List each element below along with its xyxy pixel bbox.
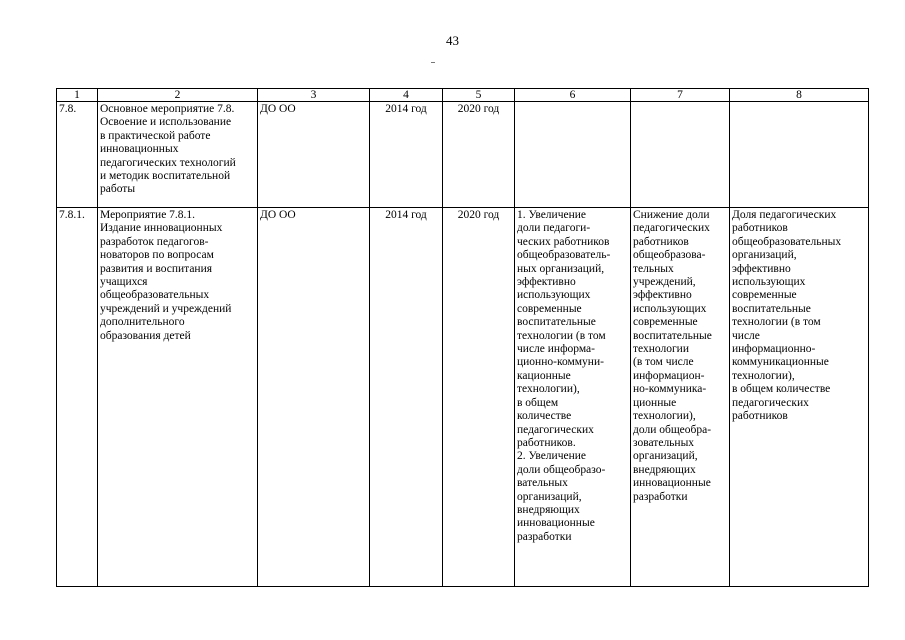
cell-text-line: работников. — [517, 436, 576, 449]
activity-name — [98, 208, 258, 587]
cell-text-line: числе информа- — [517, 343, 595, 356]
cell-text-line: 2. Увеличение — [517, 450, 587, 463]
cell-text-line: доли общеобра- — [633, 423, 712, 436]
cell-text-line: Издание инновационных — [100, 222, 223, 235]
cell-text-line: внедряющих — [517, 503, 580, 516]
cell-text-line: ческих работников — [517, 235, 610, 248]
cell-text-line: развития и воспитания — [100, 262, 213, 275]
cell-text-line: новаторов по вопросам — [100, 249, 214, 262]
column-header: 8 — [730, 89, 869, 102]
cell-text-line: инновационные — [517, 517, 595, 530]
cell-text-line: ционно-коммуни- — [517, 356, 604, 369]
cell-text-line: информационно- — [732, 343, 816, 356]
cell-text-line: педагогических — [633, 222, 710, 235]
cell-text-line: разработок педагогов- — [100, 235, 209, 248]
cell-text-line: воспитательные — [517, 316, 596, 329]
cell-text-line: учреждений, — [633, 276, 696, 289]
cell-text-line: вательных — [517, 477, 568, 490]
cell-text-line: педагогических — [732, 396, 809, 409]
cell-text-line: работников — [633, 235, 689, 248]
cell-text-line: технологии), — [517, 383, 580, 396]
end-year: 2020 год — [443, 102, 515, 208]
cell-text-line: эффективно — [633, 289, 692, 302]
row-number: 7.8. — [57, 102, 98, 208]
cell-text-line: использующих — [517, 289, 591, 302]
linked-indicator — [730, 208, 869, 587]
executor: ДО ОО — [258, 208, 370, 587]
cell-text-line: информацион- — [633, 369, 705, 382]
cell-text-line: ционные — [633, 396, 677, 409]
cell-text-line: организаций, — [633, 450, 698, 463]
cell-text-line: воспитательные — [633, 329, 712, 342]
end-year: 2020 год — [443, 208, 515, 587]
cell-text-line: тельных — [633, 262, 674, 275]
executor: ДО ОО — [258, 102, 370, 208]
cell-text-line: (в том числе — [633, 356, 694, 369]
cell-text-line: технологии (в том — [517, 329, 606, 342]
cell-text-line: Снижение доли — [633, 209, 710, 221]
activity-name — [98, 102, 258, 208]
cell-text-line: в общем количестве — [732, 383, 831, 396]
cell-text-line: использующих — [732, 276, 806, 289]
row-number: 7.8.1. — [57, 208, 98, 587]
cell-text-line: эффективно — [732, 262, 791, 275]
cell-text-line: разработки — [517, 530, 572, 543]
cell-text-line: кационные — [517, 369, 571, 382]
cell-text-line: но-коммуника- — [633, 383, 707, 396]
non-implementation-consequences — [631, 208, 730, 587]
cell-text-line: воспитательные — [732, 302, 811, 315]
cell-text-line: современные — [517, 302, 582, 315]
column-header: 2 — [98, 89, 258, 102]
cell-text-line: Освоение и использование — [100, 116, 232, 129]
column-header: 3 — [258, 89, 370, 102]
cell-text-line: дополнительного — [100, 316, 185, 329]
cell-text-line: организаций, — [517, 490, 582, 503]
cell-text-line: Доля педагогических — [732, 209, 837, 221]
cell-text-line: числе — [732, 329, 760, 342]
expected-result — [515, 102, 631, 208]
cell-text-line: количестве — [517, 410, 572, 423]
cell-text-line: использующих — [633, 302, 707, 315]
non-implementation-consequences — [631, 102, 730, 208]
cell-text-line: общеобразовательных — [100, 289, 210, 302]
activities-table — [56, 88, 869, 587]
cell-text-line: педагогических технологий — [100, 156, 236, 169]
cell-text-line: технологии — [633, 343, 689, 356]
cell-text-line: общеобразователь- — [517, 249, 611, 262]
cell-text-line: 1. Увеличение — [517, 209, 587, 221]
cell-text-line: образования детей — [100, 329, 191, 342]
cell-text-line: коммуникационные — [732, 356, 829, 369]
table-row — [57, 102, 869, 208]
cell-text-line: разработки — [633, 490, 688, 503]
cell-text-line: педагогических — [517, 423, 594, 436]
cell-text-line: внедряющих — [633, 463, 696, 476]
column-header: 1 — [57, 89, 98, 102]
cell-text-line: технологии), — [732, 369, 795, 382]
cell-text-line: работников — [732, 222, 788, 235]
cell-text-line: учащихся — [100, 276, 148, 289]
cell-text-line: ных организаций, — [517, 262, 605, 275]
page-number: 43 — [446, 33, 459, 48]
cell-text-line: эффективно — [517, 276, 576, 289]
cell-text-line: Мероприятие 7.8.1. — [100, 209, 196, 221]
cell-text-line: работы — [100, 183, 136, 196]
cell-text-line: учреждений и учреждений — [100, 302, 232, 315]
cell-text-line: доли педагоги- — [517, 222, 591, 235]
cell-text-line: технологии (в том — [732, 316, 821, 329]
cell-text-line: работников — [732, 410, 788, 423]
cell-text-line: инновационные — [633, 477, 711, 490]
cell-text-line: современные — [732, 289, 797, 302]
cell-text-line: инновационных — [100, 143, 179, 156]
expected-result — [515, 208, 631, 587]
linked-indicator — [730, 102, 869, 208]
cell-text-line: организаций, — [732, 249, 797, 262]
cell-text-line: технологии), — [633, 410, 696, 423]
cell-text-line: общеобразовательных — [732, 235, 842, 248]
column-header: 7 — [631, 89, 730, 102]
cell-text-line: современные — [633, 316, 698, 329]
cell-text-line: общеобразова- — [633, 249, 706, 262]
column-header: 5 — [443, 89, 515, 102]
cell-text-line: в практической работе — [100, 129, 211, 142]
scan-artifact — [431, 62, 435, 63]
cell-text-line: зовательных — [633, 436, 695, 449]
cell-text-line: доли общеобразо- — [517, 463, 606, 476]
cell-text-line: и методик воспитательной — [100, 170, 231, 183]
start-year: 2014 год — [370, 102, 443, 208]
start-year: 2014 год — [370, 208, 443, 587]
table-header-row — [57, 89, 869, 102]
column-header: 6 — [515, 89, 631, 102]
cell-text-line: Основное мероприятие 7.8. — [100, 103, 235, 115]
table-row — [57, 208, 869, 587]
column-header: 4 — [370, 89, 443, 102]
cell-text-line: в общем — [517, 396, 559, 409]
